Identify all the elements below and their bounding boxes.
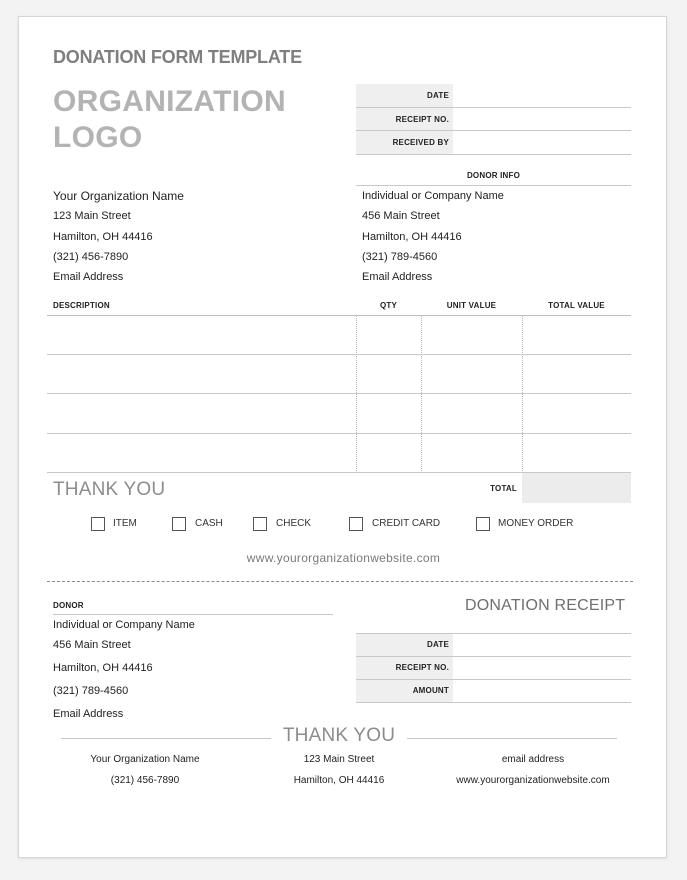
table-row-rule (47, 354, 631, 355)
footer-email: email address (501, 754, 565, 765)
receipt-donor-label: DONOR (53, 601, 84, 610)
receipt-donor-street: 456 Main Street (53, 639, 131, 651)
receipt-title: DONATION RECEIPT (465, 597, 626, 614)
checkbox-check-label: CHECK (276, 518, 312, 529)
checkbox-credit-card[interactable] (349, 517, 363, 531)
checkbox-cash-label: CASH (195, 518, 223, 529)
checkbox-item[interactable] (91, 517, 105, 531)
donor-info-divider (356, 185, 631, 186)
cut-line (47, 581, 633, 582)
meta-label-date: DATE (427, 91, 449, 100)
donor-name: Individual or Company Name (362, 190, 504, 202)
checkbox-money-order-label: MONEY ORDER (498, 518, 574, 529)
col-header-unit-value: UNIT VALUE (446, 301, 497, 310)
date-field[interactable] (459, 89, 629, 105)
donor-info-header: DONOR INFO (466, 171, 521, 180)
receipt-meta-rule (356, 633, 631, 634)
table-row-3-description[interactable] (53, 407, 351, 427)
footer-city: Hamilton, OH 44416 (293, 775, 385, 786)
donor-phone: (321) 789-4560 (362, 251, 438, 263)
receipt-amount-field[interactable] (459, 684, 629, 700)
donor-city: Hamilton, OH 44416 (362, 231, 462, 243)
logo-line-2: LOGO (53, 121, 143, 154)
org-phone: (321) 456-7890 (53, 251, 129, 263)
receipt-meta-label-receipt-no: RECEIPT NO. (395, 663, 449, 672)
form-title: DONATION FORM TEMPLATE (53, 47, 302, 67)
footer-street: 123 Main Street (303, 754, 375, 765)
receipt-date-field[interactable] (459, 638, 629, 654)
col-separator (522, 316, 523, 473)
checkbox-check[interactable] (253, 517, 267, 531)
receipt-donor-city: Hamilton, OH 44416 (53, 662, 153, 674)
receipt-meta-rule (356, 702, 631, 703)
website-link[interactable]: www.yourorganizationwebsite.com (246, 551, 441, 565)
footer-website[interactable]: www.yourorganizationwebsite.com (456, 775, 610, 786)
org-name: Your Organization Name (53, 189, 184, 203)
org-street: 123 Main Street (53, 210, 131, 222)
checkbox-item-label: ITEM (113, 518, 137, 529)
receipt-meta-label-amount: AMOUNT (412, 686, 449, 695)
receipt-donor-name: Individual or Company Name (53, 619, 195, 631)
received-by-field[interactable] (459, 136, 629, 152)
footer-org-phone: (321) 456-7890 (110, 775, 180, 786)
receipt-meta-rule (356, 679, 631, 680)
checkbox-credit-card-label: CREDIT CARD (372, 518, 441, 529)
meta-label-receipt-no: RECEIPT NO. (395, 115, 449, 124)
total-field[interactable] (527, 481, 627, 497)
thank-you-heading: THANK YOU (53, 479, 166, 500)
form-page (18, 16, 667, 858)
checkbox-cash[interactable] (172, 517, 186, 531)
donor-street: 456 Main Street (362, 210, 440, 222)
table-row-rule (47, 393, 631, 394)
total-label: TOTAL (490, 484, 517, 493)
receipt-donor-email: Email Address (53, 708, 124, 720)
table-row-1-description[interactable] (53, 329, 351, 349)
logo-line-1: ORGANIZATION (53, 85, 287, 118)
col-separator (421, 316, 422, 473)
receipt-donor-phone: (321) 789-4560 (53, 685, 129, 697)
meta-label-received-by: RECEIVED BY (392, 138, 449, 147)
table-row-2-description[interactable] (53, 368, 351, 388)
meta-divider (356, 130, 631, 131)
meta-divider (356, 107, 631, 108)
receipt-donor-rule (53, 614, 333, 615)
footer-org-name: Your Organization Name (90, 754, 200, 765)
col-header-qty: QTY (379, 301, 398, 310)
col-header-description: DESCRIPTION (53, 301, 110, 310)
thank-you-rule-right (407, 738, 617, 739)
col-separator (356, 316, 357, 473)
col-header-total-value: TOTAL VALUE (548, 301, 605, 310)
checkbox-money-order[interactable] (476, 517, 490, 531)
org-city: Hamilton, OH 44416 (53, 231, 153, 243)
receipt-receipt-no-field[interactable] (459, 661, 629, 677)
receipt-meta-label-date: DATE (427, 640, 449, 649)
receipt-meta-rule (356, 656, 631, 657)
table-row-4-description[interactable] (53, 447, 351, 467)
org-email: Email Address (53, 271, 124, 283)
donor-email: Email Address (362, 271, 433, 283)
table-row-rule (47, 433, 631, 434)
receipt-thank-you: THANK YOU (282, 725, 396, 746)
table-header-rule (47, 315, 631, 316)
thank-you-rule-left (61, 738, 271, 739)
meta-divider (356, 154, 631, 155)
receipt-no-field[interactable] (459, 112, 629, 128)
